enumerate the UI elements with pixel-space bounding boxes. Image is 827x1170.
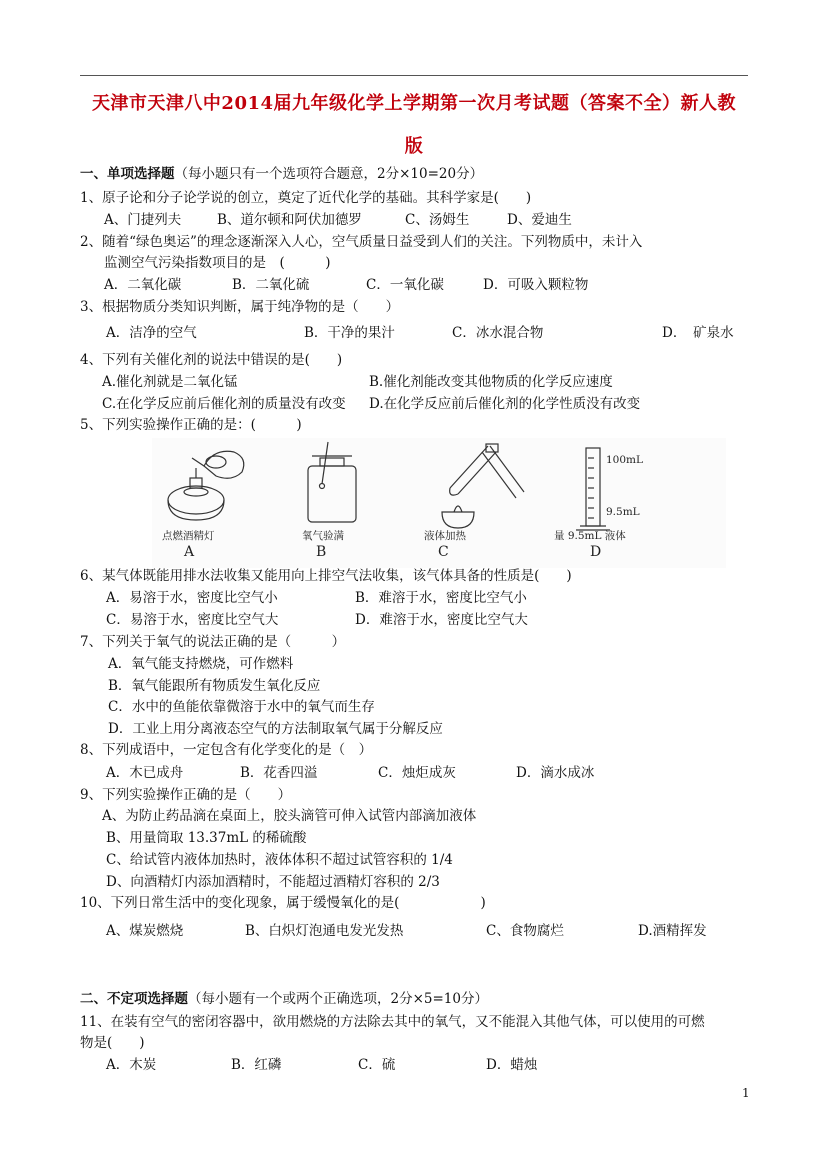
exam-title-line2: 版 <box>404 136 424 157</box>
cylinder-mark-label: 9.5mL <box>606 506 640 518</box>
q7-option-b: B．氧气能跟所有物质发生氧化反应 <box>108 678 321 694</box>
q11-stem-line1: 11、在装有空气的密闭容器中，欲用燃烧的方法除去其中的氧气，又不能混入其他气体，可以使用的可燃 <box>80 1014 705 1030</box>
section2-note: （每小题有一个或两个正确选项，2分×5=10分） <box>188 991 488 1007</box>
q1-option-c: C、汤姆生 <box>405 212 470 228</box>
q6-option-d: D．难溶于水，密度比空气大 <box>355 612 528 628</box>
header-rule <box>80 75 748 76</box>
fig-b-letter: B <box>316 544 327 560</box>
cylinder-top-label: 100mL <box>606 454 643 466</box>
q3-option-b: B．干净的果汁 <box>304 325 395 341</box>
q10-option-d: D.酒精挥发 <box>638 923 707 939</box>
q3-option-c: C．冰水混合物 <box>452 325 544 341</box>
q4-option-a: A.催化剂就是二氧化锰 <box>102 374 238 390</box>
q9-option-d: D、向酒精灯内添加酒精时，不能超过酒精灯容积的 2/3 <box>106 874 440 890</box>
q4-stem: 4、下列有关催化剂的说法中错误的是( ) <box>80 352 343 368</box>
q10-option-c: C、食物腐烂 <box>486 923 564 939</box>
fig-a-letter: A <box>184 544 195 560</box>
q9-stem: 9、下列实验操作正确的是（ ） <box>80 787 292 803</box>
gas-bottle-icon <box>308 442 356 522</box>
q1-option-a: A、门捷列夫 <box>104 212 182 228</box>
q3-option-d: D． 矿泉水 <box>662 325 734 341</box>
fig-a-caption: 点燃酒精灯 <box>162 530 215 542</box>
q4-option-b: B.催化剂能改变其他物质的化学反应速度 <box>369 374 613 390</box>
q9-option-b: B、用量筒取 13.37mL 的稀硫酸 <box>106 830 307 846</box>
q4-option-c: C.在化学反应前后催化剂的质量没有改变 <box>102 396 346 412</box>
graduated-cylinder-icon <box>576 448 610 530</box>
q10-option-b: B、白炽灯泡通电发光发热 <box>245 923 404 939</box>
q9-option-c: C、给试管内液体加热时，液体体积不超过试管容积的 1/4 <box>106 852 453 868</box>
q6-stem: 6、某气体既能用排水法收集又能用向上排空气法收集，该气体具备的性质是( ) <box>80 568 572 584</box>
fig-c-letter: C <box>438 544 449 560</box>
section2-label: 二、不定项选择题 <box>80 991 188 1007</box>
q7-option-d: D．工业上用分离液态空气的方法制取氧气属于分解反应 <box>108 721 443 737</box>
section1-heading <box>80 165 483 183</box>
q10-option-a: A、煤炭燃烧 <box>106 923 184 939</box>
test-tube-heating-icon <box>442 444 524 528</box>
q2-stem-line1: 2、随着“绿色奥运”的理念逐渐深入人心，空气质量日益受到人们的关注。下列物质中，未计入 <box>80 234 643 250</box>
q6-option-a: A．易溶于水，密度比空气小 <box>106 590 278 606</box>
q8-stem: 8、下列成语中，一定包含有化学变化的是（ ） <box>80 742 373 758</box>
q11-option-d: D．蜡烛 <box>486 1057 538 1073</box>
tilted-lamp-icon <box>192 451 244 478</box>
section1-note: （每小题只有一个选项符合题意，2分×10=20分） <box>174 166 484 182</box>
section2-heading <box>80 990 488 1008</box>
q7-option-a: A．氧气能支持燃烧，可作燃料 <box>108 656 294 672</box>
q5-stem: 5、下列实验操作正确的是：( ) <box>80 417 302 433</box>
q6-option-b: B．难溶于水，密度比空气小 <box>355 590 527 606</box>
q2-option-c: C．一氧化碳 <box>366 277 444 293</box>
q2-option-b: B．二氧化硫 <box>232 277 310 293</box>
fig-d-letter: D <box>590 544 602 560</box>
q11-stem-line2: 物是( ) <box>80 1035 145 1051</box>
q11-option-b: B．红磷 <box>231 1057 282 1073</box>
fig-c-caption: 液体加热 <box>424 530 466 542</box>
q10-stem: 10、下列日常生活中的变化现象，属于缓慢氧化的是( ) <box>80 895 486 911</box>
q6-option-c: C．易溶于水，密度比空气大 <box>106 612 279 628</box>
q4-option-d: D.在化学反应前后催化剂的化学性质没有改变 <box>369 396 641 412</box>
section1-label: 一、单项选择题 <box>80 166 175 182</box>
q9-option-a: A、为防止药品滴在桌面上，胶头滴管可伸入试管内部滴加液体 <box>102 808 477 824</box>
q7-stem: 7、下列关于氧气的说法正确的是（ ） <box>80 634 346 650</box>
q5-figure-row <box>152 438 726 568</box>
fig-d-caption: 量 9.5mL 液体 <box>554 530 626 542</box>
q2-option-a: A．二氧化碳 <box>104 277 182 293</box>
q1-option-d: D、爱迪生 <box>507 212 572 228</box>
q7-option-c: C．水中的鱼能依靠微溶于水中的氧气而生存 <box>108 699 375 715</box>
q1-option-b: B、道尔顿和阿伏加德罗 <box>217 212 362 228</box>
q2-stem-line2: 监测空气污染指数项目的是 ( ) <box>104 255 331 271</box>
exam-title-line1: 天津市天津八中2014届九年级化学上学期第一次月考试题（答案不全）新人教 <box>91 93 737 114</box>
q3-option-a: A．洁净的空气 <box>106 325 197 341</box>
q8-option-b: B．花香四溢 <box>240 765 318 781</box>
fig-b-caption: 氧气验满 <box>302 530 344 542</box>
q8-option-c: C．烛炬成灰 <box>378 765 456 781</box>
q8-option-a: A．木已成舟 <box>106 765 184 781</box>
q11-option-a: A．木炭 <box>106 1057 157 1073</box>
q3-stem: 3、根据物质分类知识判断，属于纯净物的是（ ） <box>80 299 400 315</box>
q1-stem: 1、原子论和分子论学说的创立，奠定了近代化学的基础。其科学家是( ) <box>80 190 532 206</box>
q8-option-d: D．滴水成冰 <box>516 765 595 781</box>
q2-option-d: D．可吸入颗粒物 <box>483 277 589 293</box>
q11-option-c: C．硫 <box>358 1057 396 1073</box>
page-number: 1 <box>742 1086 750 1100</box>
